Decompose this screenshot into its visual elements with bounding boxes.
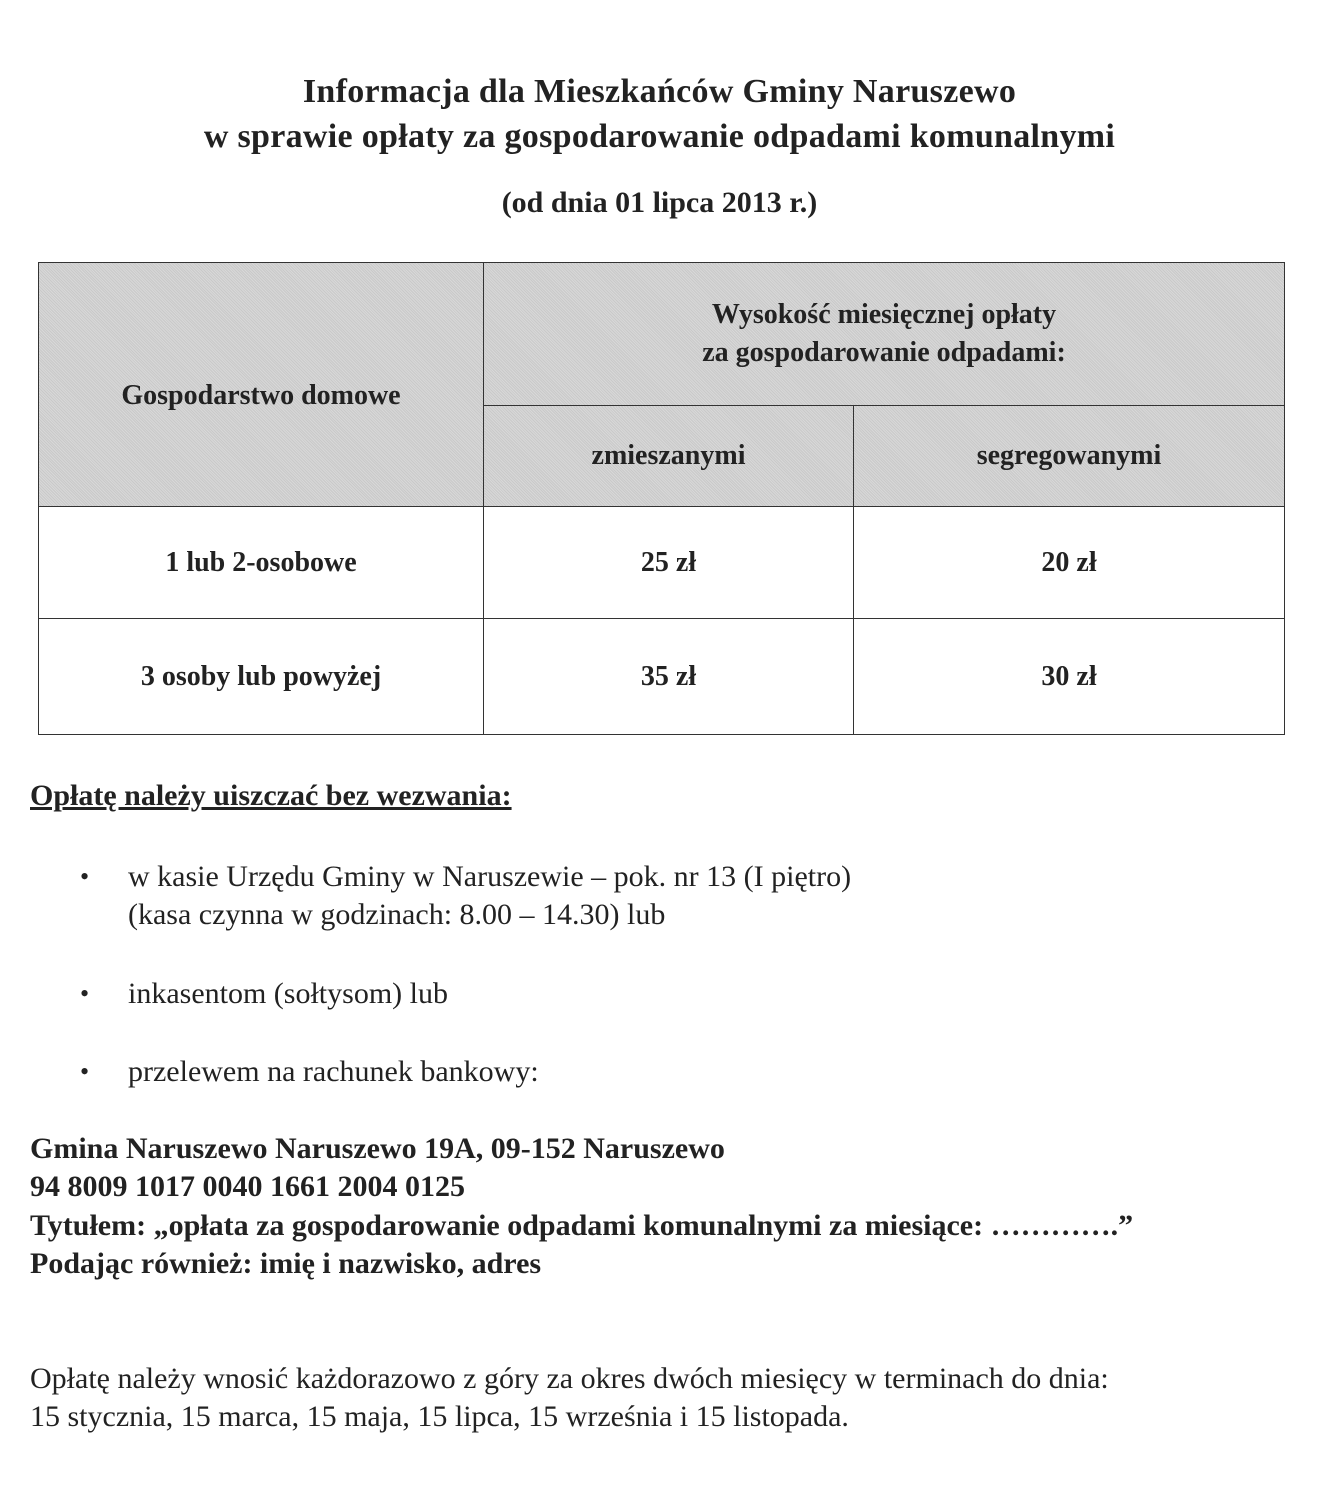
fee-header-line-1: Wysokość miesięcznej opłaty — [711, 299, 1057, 330]
household-cell: 3 osoby lub powyżej — [39, 619, 484, 735]
table-row — [39, 507, 1285, 619]
fee-header-line-2: za gospodarowanie odpadami: — [702, 337, 1066, 368]
column-header-mixed: zmieszanymi — [484, 406, 854, 507]
payment-option-text — [128, 858, 851, 934]
title-line-1: Informacja dla Mieszkańców Gminy Naruszewo — [302, 73, 1017, 110]
bullet-icon: • — [80, 1057, 90, 1086]
effective-date: (od dnia 01 lipca 2013 r.) — [501, 186, 818, 219]
household-cell: 1 lub 2-osobowe — [39, 507, 484, 619]
segregated-fee-cell: 30 zł — [854, 619, 1285, 735]
household-header: Gospodarstwo domowe — [39, 263, 484, 507]
payment-heading: Opłatę należy uiszczać bez wezwania: — [30, 779, 512, 812]
title-line-2: w sprawie opłaty za gospodarowanie odpadami komunalnymi — [203, 118, 1116, 155]
segregated-fee-cell: 20 zł — [854, 507, 1285, 619]
footer-line-1: Opłatę należy wnosić każdorazowo z góry za okres dwóch miesięcy w terminach do dnia: — [30, 1362, 1109, 1395]
payment-option-line-1: w kasie Urzędu Gminy w Naruszewie – pok. nr 13 (I piętro) — [128, 860, 852, 893]
footer-line-2: 15 stycznia, 15 marca, 15 maja, 15 lipca, 15 września i 15 listopada. — [30, 1400, 849, 1433]
payment-option-line-2: (kasa czynna w godzinach: 8.00 – 14.30) lub — [128, 898, 666, 931]
table-row — [39, 619, 1285, 735]
mixed-fee-cell: 35 zł — [484, 619, 854, 735]
mixed-fee-cell: 25 zł — [484, 507, 854, 619]
column-header-segregated: segregowanymi — [854, 406, 1285, 507]
bank-account-number: 94 8009 1017 0040 1661 2004 0125 — [30, 1170, 465, 1203]
bullet-icon: • — [80, 979, 90, 1008]
payment-option-line-1: przelewem na rachunek bankowy: — [128, 1055, 539, 1088]
bullet-icon: • — [80, 862, 90, 891]
fee-header — [484, 263, 1285, 406]
transfer-title: Tytułem: „opłata za gospodarowanie odpadami komunalnymi za miesiące: ………….” — [30, 1209, 1134, 1242]
bank-recipient: Gmina Naruszewo Naruszewo 19A, 09-152 Naruszewo — [30, 1132, 725, 1165]
payment-option-line-1: inkasentom (sołtysom) lub — [128, 977, 448, 1010]
transfer-note: Podając również: imię i nazwisko, adres — [30, 1247, 542, 1280]
fee-table — [38, 262, 1285, 735]
